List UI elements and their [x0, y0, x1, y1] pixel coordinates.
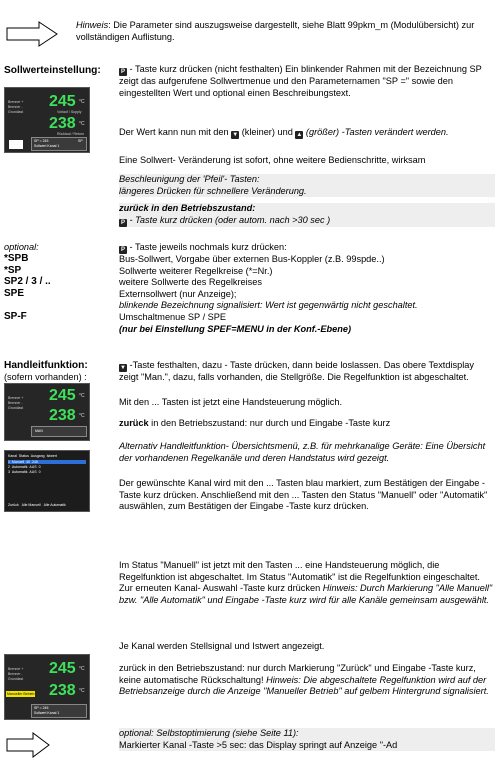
device-unit: °C [79, 121, 85, 127]
setpoint-heading: Sollwerteinstellung: [4, 65, 101, 76]
optional-codes [4, 253, 51, 323]
setpoint-p4 [119, 174, 495, 197]
manual-p7: Je Kanal werden Stellsignal und Istwert angezeigt. [119, 641, 325, 651]
opt-line: (nur bei Einstellung SPEF=MENU in der Konf.-Ebene) [119, 323, 351, 334]
opt-line: weitere Sollwerte des Regelkreises [119, 277, 262, 288]
device-item: Brenner + [8, 667, 24, 671]
device-value-2: 238 [49, 407, 76, 424]
list-cell: 0 [38, 465, 41, 469]
opt-code: SP-F [4, 310, 27, 322]
list-cell: 40 [26, 460, 31, 464]
device-sp-frame [31, 704, 87, 718]
manual-sub: (sofern vorhanden) : [4, 372, 87, 382]
manual-p2: Mit den ... Tasten ist jetzt eine Handsteuerung möglich. [119, 397, 343, 407]
list-cell: AUS [29, 465, 37, 469]
setpoint-p2 [119, 127, 495, 139]
opt-code: *SP [4, 264, 22, 276]
list-cell: Automatik [11, 465, 28, 469]
list-footer [8, 503, 86, 507]
manual-p3a: zurück [119, 418, 149, 428]
arrow-right-icon [6, 21, 58, 47]
manual-p3 [119, 418, 495, 430]
device-unit: °C [79, 393, 85, 399]
device-unit: °C [79, 99, 85, 105]
device-value-1: 245 [49, 660, 76, 677]
device-value-1: 245 [49, 387, 76, 404]
device-value-2: 238 [49, 682, 76, 699]
list-header-cell: Istwert [46, 454, 57, 458]
list-row[interactable] [8, 465, 86, 469]
list-cell: 3 [8, 470, 10, 474]
opt-line: - Taste jeweils nochmals kurz drücken: [127, 242, 287, 252]
list-header-cell: Status [18, 454, 29, 458]
opt-line: Umschaltmenue SP / SPE [119, 311, 227, 322]
manual-p6-text: Im Status "Manuell" ist jetzt mit den Tasten ... eine Handsteuerung möglich, die Regelfunktion ist abgeschaltet. Im Status "Automatik" ist die Regelfunktion eingeschaltet. Zur erneuten Kanal- Auswahl -Taste kurz drücken [119, 560, 480, 594]
arrow-right-icon [6, 732, 50, 758]
setpoint-p1-text: - Taste kurz drücken (nicht festhalten) Ein blinkender Rahmen mit der Bezeichnung SP zeigt das aufgerufene Sollwertmenue und den Parameternamen "SP =" sowie den eingestellten Wert und optional einen Beschreibungstext. [119, 64, 482, 98]
setpoint-p4b: längeres Drücken für schnellere Veränderung. [119, 185, 307, 196]
list-cell: 245 [31, 460, 38, 464]
manual-p8-text: zurück in den Betriebszustand: nur durch Markierung "Zurück" und Eingabe -Taste kurz, keine automatische Rückschaltung! [119, 663, 476, 685]
device-display-list [4, 450, 90, 512]
manual-p9b: Markierter Kanal -Taste >5 sec: das Display springt auf Anzeige "-Ad [119, 739, 398, 750]
device-item: Brenner + [8, 396, 24, 400]
device-item: Grundlast [8, 406, 24, 410]
setpoint-p5 [119, 203, 495, 227]
down-key-icon: ▼ [120, 365, 126, 371]
list-header [8, 454, 86, 458]
device-display-setpoint [4, 87, 90, 153]
list-header-cell: Kanal [8, 454, 17, 458]
device-unit: °C [79, 666, 85, 672]
p-key-icon: P [120, 69, 125, 75]
device-item: Brenner + [8, 100, 24, 104]
device-value-2: 238 [49, 115, 76, 132]
device-sub-1: Vorlauf / Supply [57, 110, 82, 114]
down-key-icon: ▼ [232, 132, 239, 138]
list-row[interactable] [8, 460, 86, 464]
p-key-icon: P [120, 247, 125, 253]
hint-body: : Die Parameter sind auszugsweise dargestellt, siehe Blatt 99pkm_m (Modulübersicht) zur vollständigen Auflistung. [76, 20, 475, 42]
list-cell: 0 [38, 470, 41, 474]
opt-code: SPE [4, 287, 25, 299]
device-display-manual [4, 383, 90, 441]
setpoint-p1 [119, 64, 495, 99]
opt-line: Externsollwert (nur Anzeige); [119, 288, 237, 299]
device-unit: °C [79, 688, 85, 694]
up-key-icon: ▲ [296, 132, 303, 138]
manual-p6 [119, 560, 495, 606]
manual-p8-hint: Hinweis: Die abgeschaltete Regelfunktion wird auf der Betriebsanzeige durch die Anzeige "Manueller Betrieb" auf gelbem Hintergrund signalisiert. [119, 674, 489, 697]
device-item: Brenner - [8, 401, 23, 405]
p-key-icon: P [120, 219, 125, 226]
manual-p1-text: -Taste festhalten, dazu - Taste drücken, dann beide loslassen. Das obere Textdisplay zeigt "Man.", dazu, falls vorhanden, die Stellgröße. Die Regelfunktion ist abgeschaltet. [119, 360, 474, 382]
list-header-cell: Ausgang [30, 454, 45, 458]
hint-label: Hinweis [76, 20, 109, 30]
device-sp-sub: Sollwert Kanal 1 [34, 144, 60, 148]
list-cell: Automatik [11, 470, 28, 474]
device-sp-line: SP = 245 [34, 139, 49, 143]
opt-code: SP2 / 3 / .. [4, 276, 51, 288]
manual-p3b: in den Betriebszustand: nur durch und Eingabe -Taste kurz [148, 418, 391, 428]
setpoint-p4a: Beschleunigung der 'Pfeil'- Tasten: [119, 174, 260, 184]
device-unit: °C [79, 413, 85, 419]
manual-p9a: optional: Selbstoptimierung (siehe Seite 11): [119, 728, 299, 738]
device-man-frame [31, 426, 87, 437]
list-cell: 2 [8, 465, 10, 469]
list-footer-all-manual[interactable]: Alle Manuell [21, 503, 41, 507]
device-sp-frame [31, 137, 87, 151]
device-item: Grundlast [8, 677, 24, 681]
setpoint-p2a: Der Wert kann nun mit den [119, 127, 232, 137]
list-cell: 1 [8, 460, 10, 464]
opt-line: Bus-Sollwert, Vorgabe über externen Bus-Koppler (z.B. 99spde..) [119, 254, 385, 264]
device-sp-tag: SP [78, 139, 83, 143]
hint-text [76, 20, 486, 43]
device-button-icon [9, 140, 23, 149]
manual-p8 [119, 663, 495, 698]
list-cell: Manuell [11, 460, 25, 464]
manual-p4: Alternativ Handleitfunktion- Übersichtsmenü, z.B. für mehrkanalige Geräte: Eine Übersicht der vorhandenen Regelkanäle und deren Handstatus wird gezeigt. [119, 441, 486, 463]
device-value-1: 245 [49, 93, 76, 110]
setpoint-p5b: - Taste kurz drücken (oder autom. nach >30 sec ) [127, 214, 331, 225]
setpoint-p2b: (kleiner) und [239, 127, 296, 137]
manual-p6-hint: Hinweis: Durch Markierung "Alle Manuell" bzw. "Alle Automatik" und Eingabe -Taste kurz wird für alle Kanäle gemeinsam ausgewählt. [119, 583, 493, 605]
opt-line: blinkende Bezeichnung signalisiert: Wert ist gegenwärtig nicht geschaltet. [119, 300, 418, 311]
manual-p1 [119, 360, 495, 384]
list-cell: AUS [29, 470, 37, 474]
setpoint-p3: Eine Sollwert- Veränderung ist sofort, ohne weitere Bedienschritte, wirksam [119, 155, 426, 165]
list-row[interactable] [8, 470, 86, 474]
manual-heading: Handleitfunktion: [4, 360, 88, 371]
opt-code [4, 299, 51, 311]
list-footer-all-auto[interactable]: Alle Automatik [43, 503, 66, 507]
setpoint-p5a: zurück in den Betriebszustand: [119, 203, 256, 213]
manual-mode-badge: Manueller Betrieb [7, 692, 35, 696]
device-item: Grundlast [8, 110, 24, 114]
device-sub-2: Rücklauf / Return [57, 132, 85, 136]
device-sp-line: SP = 245 [34, 706, 49, 710]
optional-label: optional: [4, 242, 39, 252]
setpoint-p2c: (größer) -Tasten verändert werden. [303, 127, 449, 137]
device-sp-sub: Sollwert Kanal 1 [34, 711, 60, 715]
device-item: Brenner - [8, 672, 23, 676]
device-man-line: MAN [35, 429, 43, 433]
manual-p5: Der gewünschte Kanal wird mit den ... Tasten blau markiert, zum Bestätigen der Eingabe -Taste kurz drücken. Anschließend mit den ... Tasten den Status "Manuell" oder "Automatik" auswählen, zum Bestätigen der Eingabe -Taste kurz drücken. [119, 478, 488, 512]
optional-lines [119, 242, 495, 335]
device-item: Brenner - [8, 105, 23, 109]
manual-p9 [119, 728, 495, 751]
opt-line: Sollwerte weiterer Regelkreise (*=Nr.) [119, 265, 273, 276]
list-footer-back[interactable]: Zurück [8, 503, 19, 507]
opt-code: *SPB [4, 253, 29, 264]
device-display-manual-mode [4, 654, 90, 720]
